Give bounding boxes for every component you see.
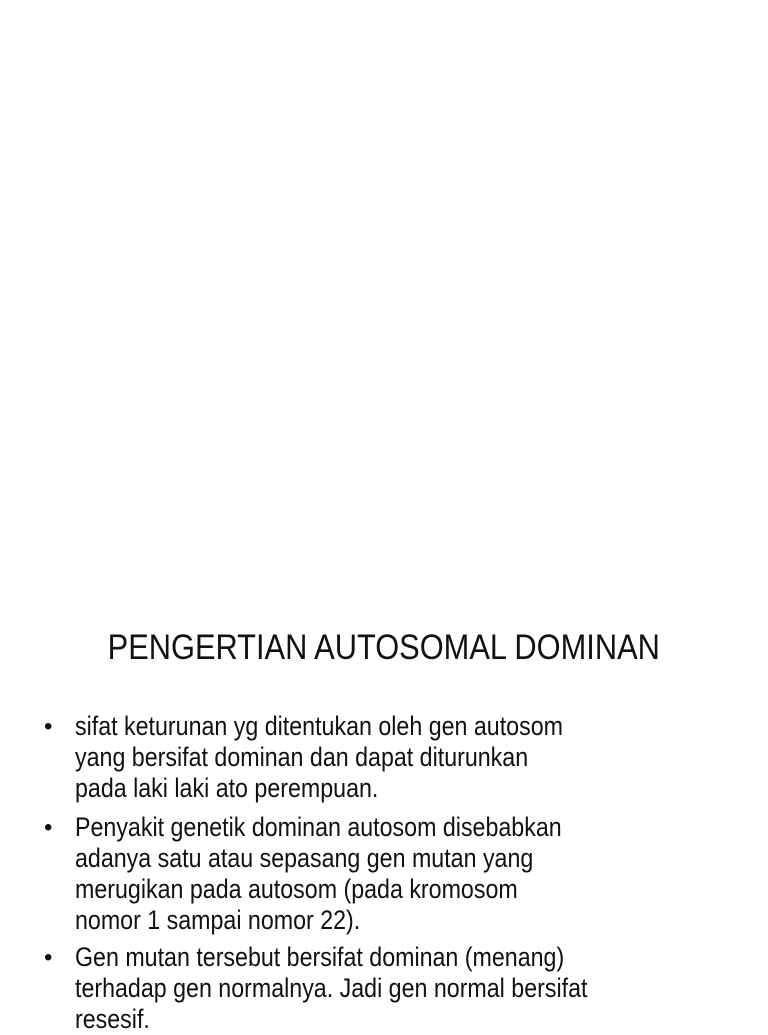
bullet-line: resesif. (75, 1004, 150, 1034)
bullet-line: yang bersifat dominan dan dapat diturunkan (75, 742, 529, 772)
bullet-line: adanya satu atau sepasang gen mutan yang (75, 843, 534, 873)
bullet-line: nomor 1 sampai nomor 22). (75, 905, 361, 935)
slide-title: PENGERTIAN AUTOSOMAL DOMINAN (107, 628, 661, 667)
bullet-icon: • (44, 944, 53, 971)
bullet-line: pada laki laki ato perempuan. (75, 773, 379, 803)
bullet-line: merugikan pada autosom (pada kromosom (75, 874, 518, 904)
bullet-line: Penyakit genetik dominan autosom disebabkan (75, 812, 562, 842)
bullet-line: terhadap gen normalnya. Jadi gen normal bersifat (75, 973, 588, 1003)
bullet-icon: • (44, 713, 53, 740)
bullet-line: sifat keturunan yg ditentukan oleh gen autosom (75, 711, 563, 741)
bullet-icon: • (44, 814, 53, 841)
bullet-line: Gen mutan tersebut bersifat dominan (menang) (75, 942, 565, 972)
